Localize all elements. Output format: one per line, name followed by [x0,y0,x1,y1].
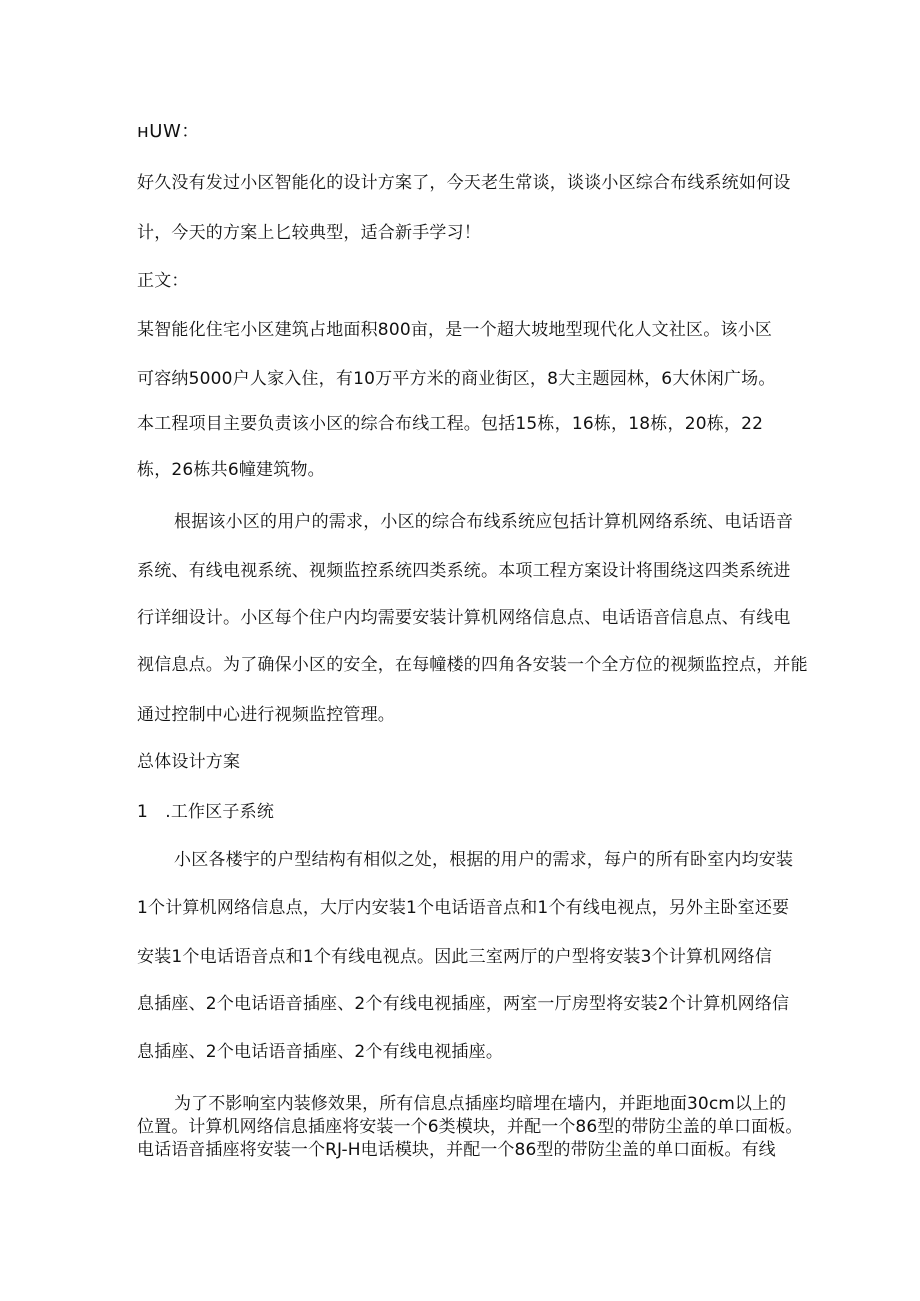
para3-line-4: 息插座、2个电话语音插座、2个有线电视插座，两室一厅房型将安装2个计算机网络信 [137,994,790,1014]
section-title: 总体设计方案 [137,752,241,772]
header-mark: ʜUW： [137,121,200,142]
para1-line-4: 栋，26栋共6幢建筑物。 [137,460,325,480]
para4-line-3: 电话语音插座将安装一个RJ-H电话模块，并配一个86型的带防尘盖的单口面板。有线 [137,1140,776,1160]
para2-line-4: 视信息点。为了确保小区的安全，在每幢楼的四角各安装一个全方位的视频监控点，并能 [137,655,808,675]
intro-line-1: 好久没有发过小区智能化的设计方案了，今天老生常谈，谈谈小区综合布线系统如何设 [137,173,791,193]
para2-line-2: 系统、有线电视系统、视频监控系统四类系统。本项工程方案设计将围绕这四类系统进 [137,561,791,581]
para1-line-3: 本工程项目主要负责该小区的综合布线工程。包括15栋，16栋，18栋，20栋，22 [137,414,764,434]
para3-line-5: 息插座、2个电话语音插座、2个有线电视插座。 [137,1042,504,1062]
para2-line-3: 行详细设计。小区每个住户内均需要安装计算机网络信息点、电话语音信息点、有线电 [137,608,791,628]
para1-line-1: 某智能化住宅小区建筑占地面积800亩，是一个超大坡地型现代化人文社区。该小区 [137,320,773,340]
intro-line-2: 计，今天的方案上匕较典型，适合新手学习！ [137,223,481,243]
para4 [137,1093,802,1162]
para4-line-2: 位置。计算机网络信息插座将安装一个6类模块，并配一个86型的带防尘盖的单口面板。 [137,1117,803,1137]
para2-line-5: 通过控制中心进行视频监控管理。 [137,705,395,725]
para3-line-2: 1个计算机网络信息点，大厅内安装1个电话语音点和1个有线电视点，另外主卧室还要 [137,898,790,918]
para3-line-3: 安装1个电话语音点和1个有线电视点。因此三室两厅的户型将安装3个计算机网络信 [137,947,773,967]
body-label: 正文： [137,271,189,291]
subsection-title: 1 .工作区子系统 [137,802,275,822]
para4-line-1: 为了不影响室内装修效果，所有信息点插座均暗埋在墙内，并距地面30cm以上的 [174,1094,787,1114]
para2-line-1: 根据该小区的用户的需求，小区的综合布线系统应包括计算机网络系统、电话语音 [174,512,794,532]
para1-line-2: 可容纳5000户人家入住，有10万平方米的商业街区，8大主题园林，6大休闲广场。 [137,369,776,389]
para3-line-1: 小区各楼宇的户型结构有相似之处，根据的用户的需求，每户的所有卧室内均安装 [174,850,794,870]
